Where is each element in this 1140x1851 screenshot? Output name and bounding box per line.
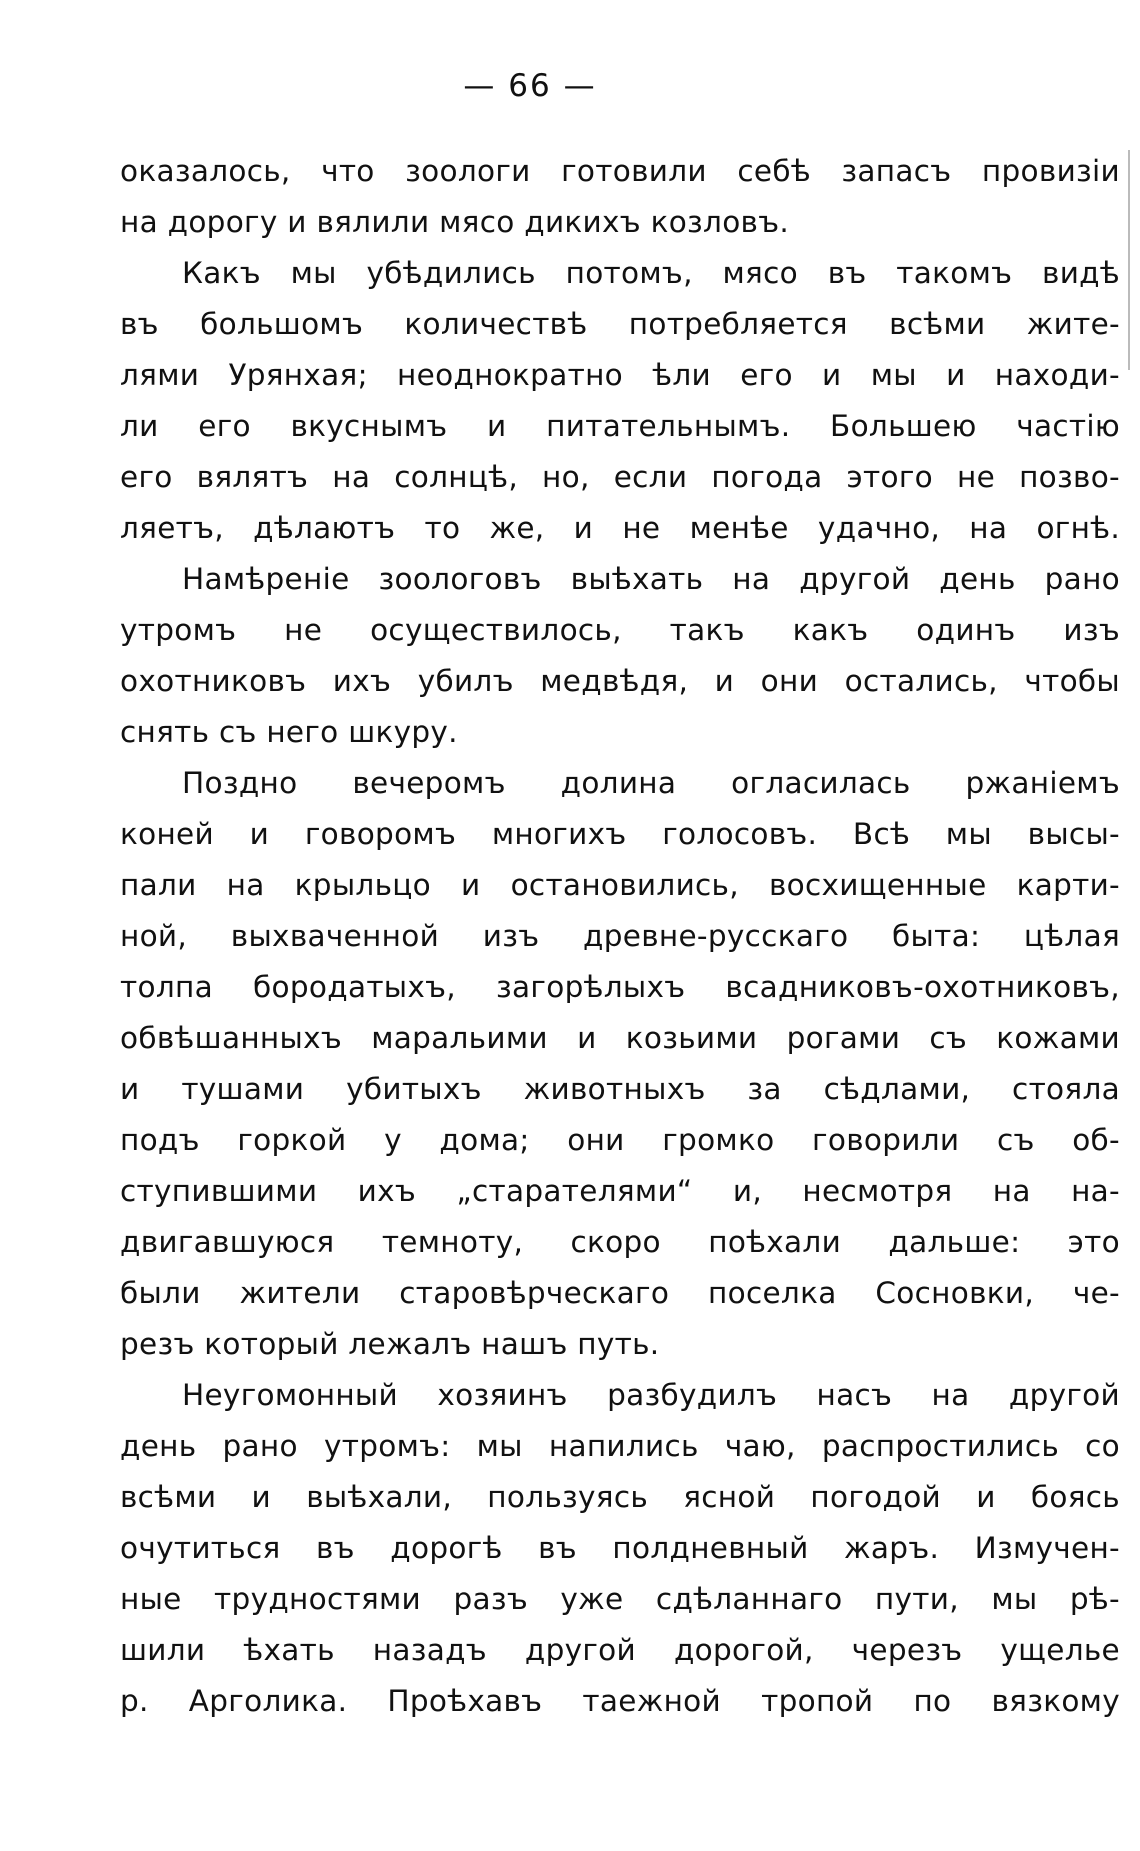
text-line: пали на крыльцо и остановились, восхищенные карти- <box>120 868 1120 902</box>
text-line: были жители старовѣрческаго поселка Сосновки, че- <box>120 1276 1120 1310</box>
text-line: резъ который лежалъ нашъ путь. <box>120 1327 660 1361</box>
paragraph-1 <box>120 146 1120 248</box>
paragraph-2 <box>120 248 1120 758</box>
text-line: ли его вкуснымъ и питательнымъ. Большею частію <box>120 409 1120 443</box>
paragraph-4 <box>120 1370 1120 1727</box>
text-line: утромъ не осуществилось, такъ какъ одинъ изъ <box>120 613 1120 647</box>
text-line: снять съ него шкуру. <box>120 715 458 749</box>
text-line: Неугомонный хозяинъ разбудилъ насъ на другой <box>182 1378 1120 1412</box>
text-line: ной, выхваченной изъ древне-русскаго быта: цѣлая <box>120 919 1120 953</box>
text-line: оказалось, что зоологи готовили себѣ запасъ провизіи <box>120 154 1120 188</box>
text-line: Поздно вечеромъ долина огласилась ржаніемъ <box>182 766 1120 800</box>
text-line: охотниковъ ихъ убилъ медвѣдя, и они остались, чтобы <box>120 664 1120 698</box>
text-line: шили ѣхать назадъ другой дорогой, черезъ ущелье <box>120 1633 1120 1667</box>
paragraph-3 <box>120 758 1120 1370</box>
text-line: ные трудностями разъ уже сдѣланнаго пути, мы рѣ- <box>120 1582 1120 1616</box>
body-text <box>120 146 1120 1727</box>
text-line: Намѣреніе зоологовъ выѣхать на другой день рано <box>182 562 1120 596</box>
text-line: лями Урянхая; неоднократно ѣли его и мы и находи- <box>120 358 1120 392</box>
text-line: всѣми и выѣхали, пользуясь ясной погодой и боясь <box>120 1480 1120 1514</box>
text-line: въ большомъ количествѣ потребляется всѣми жите- <box>120 307 1120 341</box>
text-line: день рано утромъ: мы напились чаю, распростились со <box>120 1429 1120 1463</box>
text-line: Какъ мы убѣдились потомъ, мясо въ такомъ видѣ <box>182 256 1120 290</box>
page-number: — 66 — <box>463 68 597 104</box>
text-line: толпа бородатыхъ, загорѣлыхъ всадниковъ-охотниковъ, <box>120 970 1120 1004</box>
text-line: двигавшуюся темноту, скоро поѣхали дальше: это <box>120 1225 1120 1259</box>
text-line: коней и говоромъ многихъ голосовъ. Всѣ мы высы- <box>120 817 1120 851</box>
text-line: р. Арголика. Проѣхавъ таежной тропой по вязкому <box>120 1684 1120 1718</box>
page-edge-mark <box>1128 150 1130 370</box>
text-line: ступившими ихъ „старателями“ и, несмотря на на- <box>120 1174 1120 1208</box>
text-line: обвѣшанныхъ маральими и козьими рогами съ кожами <box>120 1021 1120 1055</box>
text-line: его вялятъ на солнцѣ, но, если погода этого не позво- <box>120 460 1120 494</box>
text-line: и тушами убитыхъ животныхъ за сѣдлами, стояла <box>120 1072 1120 1106</box>
text-line: на дорогу и вялили мясо дикихъ козловъ. <box>120 205 790 239</box>
text-line: ляетъ, дѣлаютъ то же, и не менѣе удачно, на огнѣ. <box>120 511 1120 545</box>
text-line: очутиться въ дорогѣ въ полдневный жаръ. Измучен- <box>120 1531 1120 1565</box>
text-line: подъ горкой у дома; они громко говорили съ об- <box>120 1123 1120 1157</box>
